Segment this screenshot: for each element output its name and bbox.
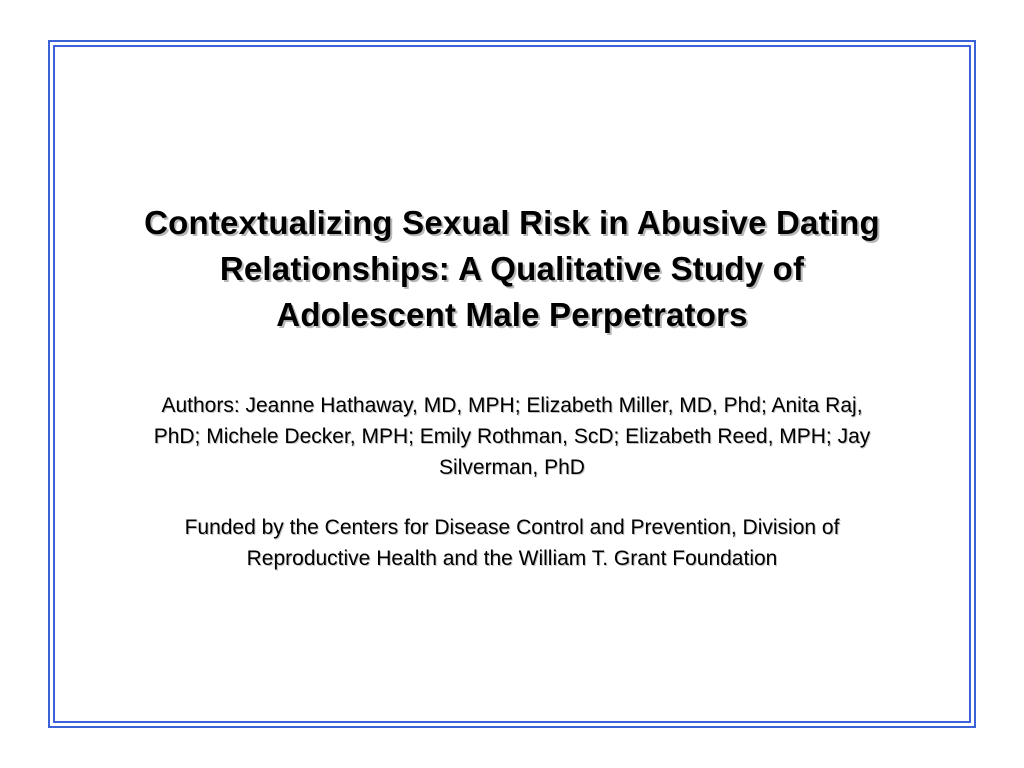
- funding-line: Reproductive Health and the William T. Grant Foundation: [246, 547, 778, 570]
- funding-line: Funded by the Centers for Disease Control and Prevention, Division of: [184, 516, 840, 539]
- authors-paragraph: [60, 390, 964, 483]
- slide-content: [60, 200, 964, 574]
- presentation-title: [60, 200, 964, 338]
- title-line: Relationships: A Qualitative Study of: [219, 250, 805, 287]
- authors-line: Authors: Jeanne Hathaway, MD, MPH; Elizabeth Miller, MD, Phd; Anita Raj,: [161, 394, 863, 417]
- authors-line: PhD; Michele Decker, MPH; Emily Rothman, ScD; Elizabeth Reed, MPH; Jay: [153, 425, 871, 448]
- title-line: Contextualizing Sexual Risk in Abusive Dating: [144, 204, 880, 241]
- funding-paragraph: [60, 512, 964, 574]
- authors-line: Silverman, PhD: [439, 456, 585, 479]
- title-line: Adolescent Male Perpetrators: [276, 296, 748, 333]
